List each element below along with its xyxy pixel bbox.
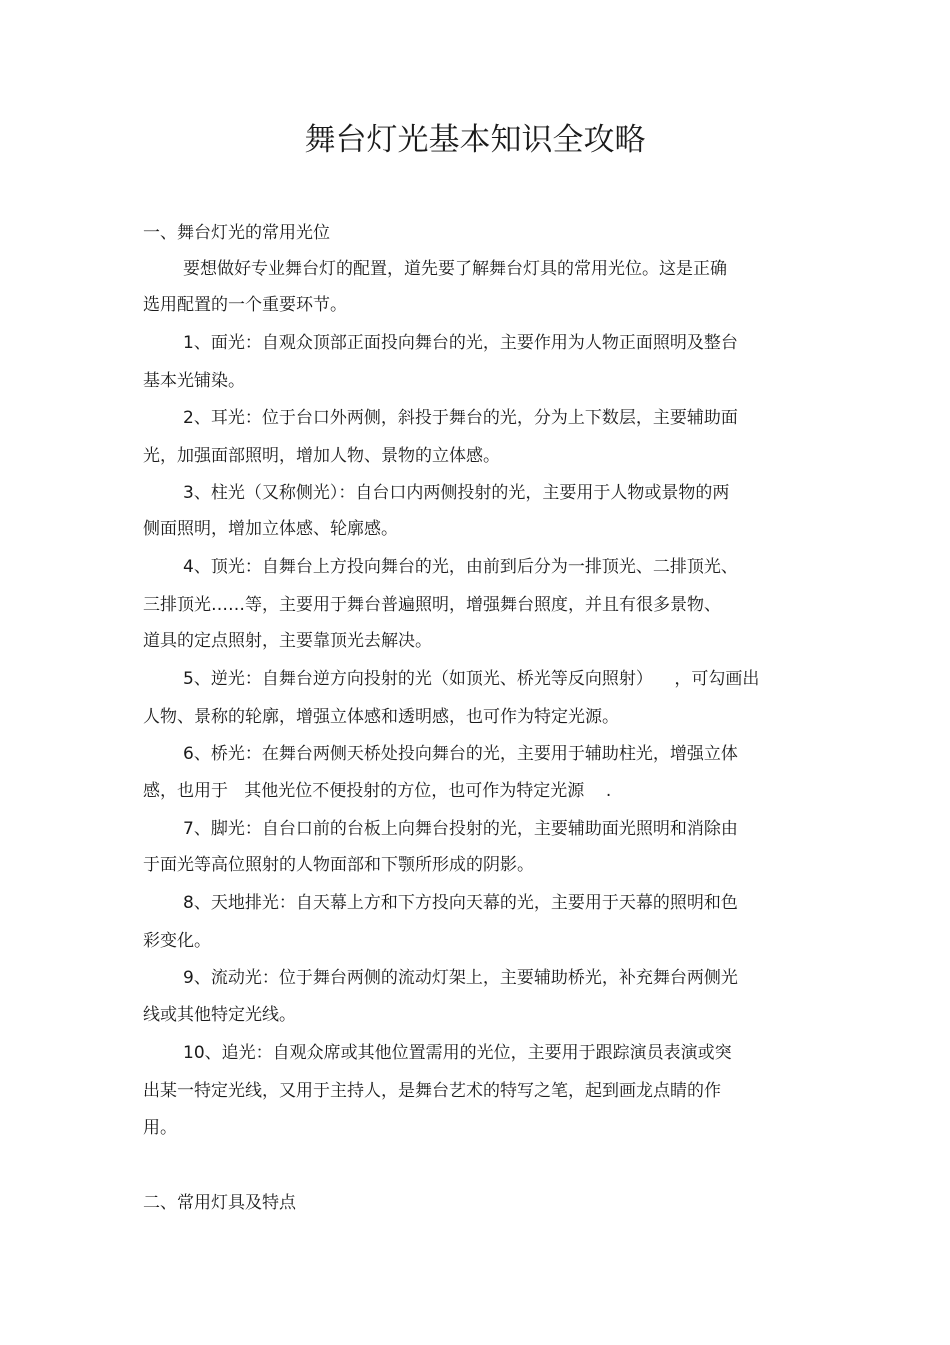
paragraph-line: 出某一特定光线，又用于主持人，是舞台艺术的特写之笔，起到画龙点睛的作 [143,1081,721,1101]
paragraph-line: 用。 [143,1118,177,1138]
paragraph-line: 要想做好专业舞台灯的配置，道先要了解舞台灯具的常用光位。这是正确 [183,259,727,279]
paragraph-line: 9、流动光：位于舞台两侧的流动灯架上，主要辅助桥光，补充舞台两侧光 [183,968,738,988]
paragraph-line: 7、脚光：自台口前的台板上向舞台投射的光，主要辅助面光照明和消除由 [183,819,738,839]
paragraph-line: 选用配置的一个重要环节。 [143,295,347,315]
paragraph-line: 10、追光：自观众席或其他位置需用的光位，主要用于跟踪演员表演或突 [183,1043,732,1063]
paragraph-line: 1、面光：自观众顶部正面投向舞台的光，主要作用为人物正面照明及整台 [183,333,738,353]
paragraph-line: 2、耳光：位于台口外两侧，斜投于舞台的光，分为上下数层，主要辅助面 [183,408,738,428]
paragraph-line: 彩变化。 [143,931,211,951]
paragraph-line: 感，也用于 其他光位不便投射的方位，也可作为特定光源 . [143,781,612,801]
paragraph-line: 5、逆光：自舞台逆方向投射的光（如顶光、桥光等反向照射） ，可勾画出 [183,669,760,689]
paragraph-line: 侧面照明，增加立体感、轮廓感。 [143,519,398,539]
section-heading-2: 二、常用灯具及特点 [143,1193,296,1213]
section-heading-1: 一、舞台灯光的常用光位 [143,223,330,243]
paragraph-line: 基本光铺染。 [143,371,245,391]
paragraph-line: 于面光等高位照射的人物面部和下颚所形成的阴影。 [143,855,534,875]
paragraph-line: 道具的定点照射，主要靠顶光去解决。 [143,631,432,651]
paragraph-line: 8、天地排光：自天幕上方和下方投向天幕的光，主要用于天幕的照明和色 [183,893,738,913]
paragraph-line: 4、顶光：自舞台上方投向舞台的光，由前到后分为一排顶光、二排顶光、 [183,557,738,577]
paragraph-line: 6、桥光：在舞台两侧天桥处投向舞台的光，主要用于辅助柱光，增强立体 [183,744,738,764]
paragraph-line: 线或其他特定光线。 [143,1005,296,1025]
document-title: 舞台灯光基本知识全攻略 [304,122,646,158]
paragraph-line: 人物、景称的轮廓，增强立体感和透明感，也可作为特定光源。 [143,707,619,727]
paragraph-line: 光，加强面部照明，增加人物、景物的立体感。 [143,446,500,466]
paragraph-line: 三排顶光……等，主要用于舞台普遍照明，增强舞台照度，并且有很多景物、 [143,595,721,615]
paragraph-line: 3、柱光（又称侧光）：自台口内两侧投射的光，主要用于人物或景物的两 [183,483,730,503]
